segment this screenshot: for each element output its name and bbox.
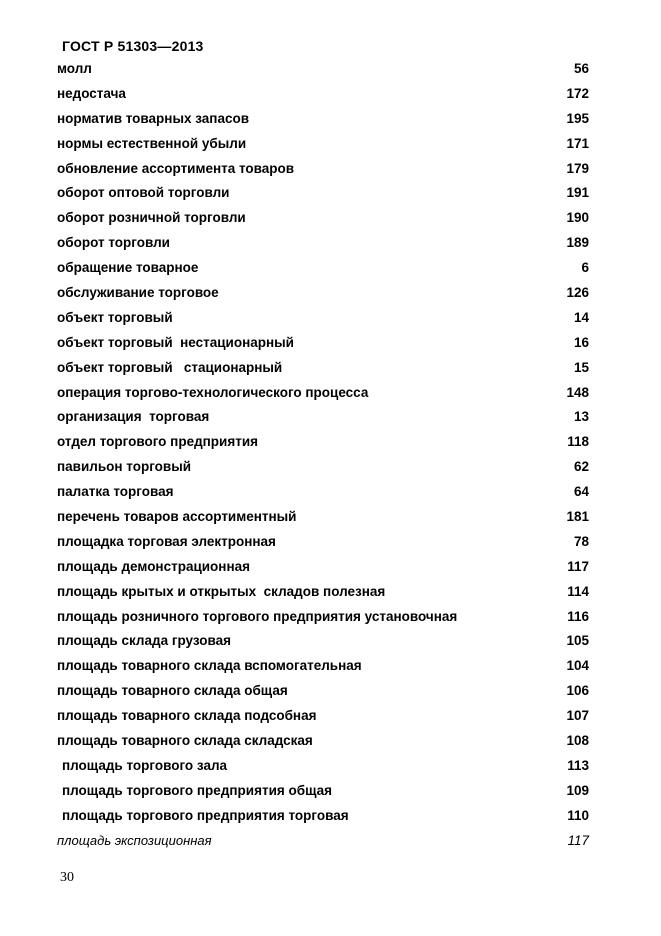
index-page-ref: 104 <box>566 658 589 674</box>
index-term: объект торговый <box>57 309 173 325</box>
index-term: оборот торговли <box>57 235 170 251</box>
index-entry <box>0 111 661 136</box>
index-entry <box>0 683 661 708</box>
index-page-ref: 14 <box>573 309 589 325</box>
index-page-ref: 105 <box>566 633 589 649</box>
page-number: 30 <box>60 870 74 885</box>
index-term: площадь крытых и открытых складов полезная <box>57 583 386 599</box>
index-page-ref: 6 <box>581 260 589 276</box>
index-entry <box>0 360 661 385</box>
index-term: организация торговая <box>57 409 210 425</box>
index-term: норматив товарных запасов <box>57 110 249 126</box>
index-entry <box>0 658 661 683</box>
index-page-ref: 148 <box>566 384 589 400</box>
index-entry <box>0 409 661 434</box>
index-page-ref: 56 <box>573 61 589 76</box>
index-page-ref: 15 <box>573 359 589 375</box>
index-entry <box>0 708 661 733</box>
index-page-ref: 191 <box>566 185 589 201</box>
index-page-ref: 116 <box>567 608 589 624</box>
index-page-ref: 179 <box>566 160 589 176</box>
index-entry <box>0 86 661 111</box>
index-entry <box>0 808 661 833</box>
index-term: павильон торговый <box>57 459 192 475</box>
index-page-ref: 13 <box>573 409 589 425</box>
index-term: площадь торгового предприятия общая <box>62 782 333 798</box>
index-page-ref: 118 <box>567 434 589 450</box>
index-entry <box>0 559 661 584</box>
index-page-ref: 107 <box>566 708 589 724</box>
index-term: обслуживание торговое <box>57 285 219 301</box>
index-term: площадь товарного склада вспомогательная <box>57 658 362 674</box>
index-page-ref: 64 <box>573 484 589 500</box>
index-page-ref: 117 <box>567 558 589 574</box>
index-term: оборот оптовой торговли <box>57 185 230 201</box>
index-term: площадь экспозиционная <box>57 832 212 848</box>
index-term: площадь товарного склада общая <box>57 683 288 699</box>
index-entry <box>0 733 661 758</box>
index-page-ref: 126 <box>566 285 589 301</box>
index-entry <box>0 385 661 410</box>
index-term: молл <box>57 61 92 76</box>
index-page-ref: 108 <box>566 733 589 749</box>
index-entry <box>0 609 661 634</box>
index-entry <box>0 484 661 509</box>
index-entry <box>0 335 661 360</box>
index-entry <box>0 161 661 186</box>
index-term: площадь торгового предприятия торговая <box>62 807 349 823</box>
index-entry <box>0 61 661 86</box>
index-page-ref: 114 <box>567 583 589 599</box>
alphabetical-index <box>0 61 661 858</box>
index-entry <box>0 758 661 783</box>
index-entry <box>0 833 661 858</box>
index-entry <box>0 459 661 484</box>
index-entry <box>0 633 661 658</box>
index-entry <box>0 285 661 310</box>
index-term: перечень товаров ассортиментный <box>57 509 297 525</box>
index-term: площадка торговая электронная <box>57 533 276 549</box>
index-term: площадь товарного склада подсобная <box>57 708 317 724</box>
index-entry <box>0 509 661 534</box>
index-entry <box>0 534 661 559</box>
index-entry <box>0 434 661 459</box>
index-page-ref: 110 <box>567 807 589 823</box>
index-page-ref: 190 <box>566 210 589 226</box>
index-entry <box>0 210 661 235</box>
index-page-ref: 172 <box>566 85 589 101</box>
index-term: площадь товарного склада складская <box>57 733 313 749</box>
index-page-ref: 189 <box>566 235 589 251</box>
index-page-ref: 117 <box>567 832 589 848</box>
index-entry <box>0 310 661 335</box>
index-entry <box>0 260 661 285</box>
index-term: палатка торговая <box>57 484 174 500</box>
index-entry <box>0 185 661 210</box>
index-term: площадь демонстрационная <box>57 558 251 574</box>
index-term: площадь торгового зала <box>62 757 228 773</box>
index-page-ref: 195 <box>566 110 589 126</box>
index-term: объект торговый стационарный <box>57 359 283 375</box>
index-page-ref: 106 <box>566 683 589 699</box>
index-term: отдел торгового предприятия <box>57 434 259 450</box>
index-page-ref: 62 <box>573 459 589 475</box>
index-entry <box>0 136 661 161</box>
index-entry <box>0 235 661 260</box>
index-page-ref: 181 <box>566 509 589 525</box>
index-entry <box>0 584 661 609</box>
index-page-ref: 113 <box>567 757 589 773</box>
index-term: операция торгово-технологического процесса <box>57 384 369 400</box>
index-term: нормы естественной убыли <box>57 135 247 151</box>
index-page-ref: 78 <box>573 533 589 549</box>
index-term: площадь розничного торгового предприятия установочная <box>57 608 458 624</box>
index-term: оборот розничной торговли <box>57 210 246 226</box>
document-header: ГОСТ Р 51303—2013 <box>62 38 204 54</box>
index-page-ref: 171 <box>566 135 589 151</box>
index-term: обращение товарное <box>57 260 199 276</box>
index-page-ref: 109 <box>566 782 589 798</box>
index-term: обновление ассортимента товаров <box>57 160 295 176</box>
index-entry <box>0 783 661 808</box>
index-term: недостача <box>57 85 126 101</box>
index-page-ref: 16 <box>573 334 589 350</box>
index-term: площадь склада грузовая <box>57 633 231 649</box>
index-term: объект торговый нестационарный <box>57 334 294 350</box>
